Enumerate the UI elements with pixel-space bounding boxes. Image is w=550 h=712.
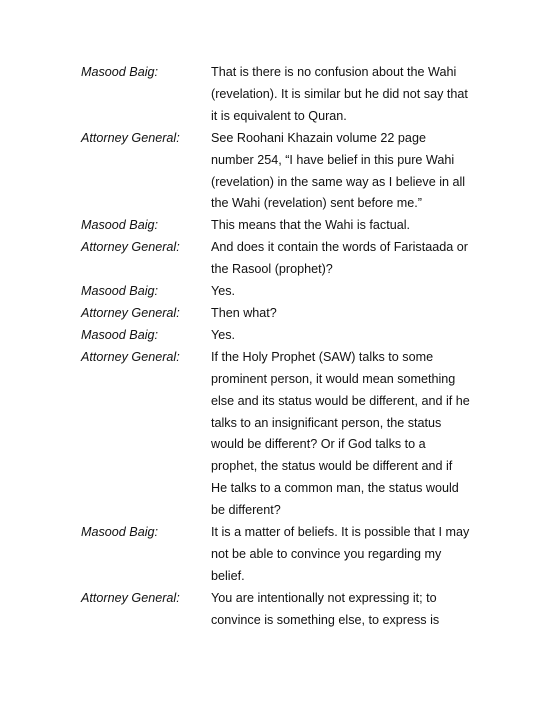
speech-line: number 254, “I have belief in this pure Wahi <box>211 152 455 167</box>
speech-line: (revelation) in the same way as I believe in all <box>211 174 466 189</box>
speaker-name: Attorney General: <box>81 590 180 605</box>
speech-text <box>211 347 501 522</box>
speech-line: This means that the Wahi is factual. <box>211 218 411 233</box>
speech-line: Yes. <box>211 327 236 342</box>
speech-text <box>211 62 501 128</box>
speech-line: And does it contain the words of Faristaada or <box>211 240 468 255</box>
speech-line: would be different? Or if God talks to a <box>211 437 426 452</box>
speech-line: (revelation). It is similar but he did not say that <box>211 86 468 101</box>
transcript-entry <box>81 588 501 632</box>
speech-line: talks to an insignificant person, the status <box>211 415 442 430</box>
transcript-entry <box>81 128 501 216</box>
speech-line: be different? <box>211 503 281 518</box>
speaker-name: Attorney General: <box>81 240 180 255</box>
speech-line: Yes. <box>211 284 236 299</box>
speaker-name: Attorney General: <box>81 349 180 364</box>
speech-text <box>211 303 501 325</box>
speaker-name: Masood Baig: <box>81 218 159 233</box>
speaker-name: Masood Baig: <box>81 284 159 299</box>
transcript-entry <box>81 522 501 588</box>
speech-line: the Wahi (revelation) sent before me.” <box>211 196 422 211</box>
speech-text <box>211 237 501 281</box>
speech-line: it is equivalent to Quran. <box>211 108 347 123</box>
speech-line: It is a matter of beliefs. It is possible that I may <box>211 525 470 540</box>
speech-line: convince is something else, to express is <box>211 612 440 627</box>
speech-line: Then what? <box>211 305 277 320</box>
speech-line: belief. <box>211 568 245 583</box>
speech-text <box>211 522 501 588</box>
speaker-name: Masood Baig: <box>81 525 159 540</box>
transcript <box>81 62 501 632</box>
speech-text <box>211 325 501 347</box>
speaker-name: Masood Baig: <box>81 327 159 342</box>
transcript-entry <box>81 62 501 128</box>
speech-line: prominent person, it would mean something <box>211 371 456 386</box>
speech-line: See Roohani Khazain volume 22 page <box>211 130 426 145</box>
transcript-entry <box>81 325 501 347</box>
speech-text <box>211 588 501 632</box>
speech-line: not be able to convince you regarding my <box>211 546 442 561</box>
speech-line: He talks to a common man, the status would <box>211 481 459 496</box>
speech-line: If the Holy Prophet (SAW) talks to some <box>211 349 434 364</box>
transcript-entry <box>81 303 501 325</box>
speaker-name: Attorney General: <box>81 305 180 320</box>
speech-line: the Rasool (prophet)? <box>211 262 333 277</box>
speaker-name: Attorney General: <box>81 130 180 145</box>
speech-line: You are intentionally not expressing it; to <box>211 590 437 605</box>
transcript-entry <box>81 237 501 281</box>
transcript-entry <box>81 215 501 237</box>
speech-line: prophet, the status would be different and if <box>211 459 453 474</box>
speech-text <box>211 128 501 216</box>
transcript-entry <box>81 281 501 303</box>
speech-line: That is there is no confusion about the Wahi <box>211 65 457 79</box>
speech-text <box>211 215 501 237</box>
transcript-entry <box>81 347 501 522</box>
speech-text <box>211 281 501 303</box>
speech-line: else and its status would be different, and if he <box>211 393 470 408</box>
speaker-name: Masood Baig: <box>81 65 159 79</box>
